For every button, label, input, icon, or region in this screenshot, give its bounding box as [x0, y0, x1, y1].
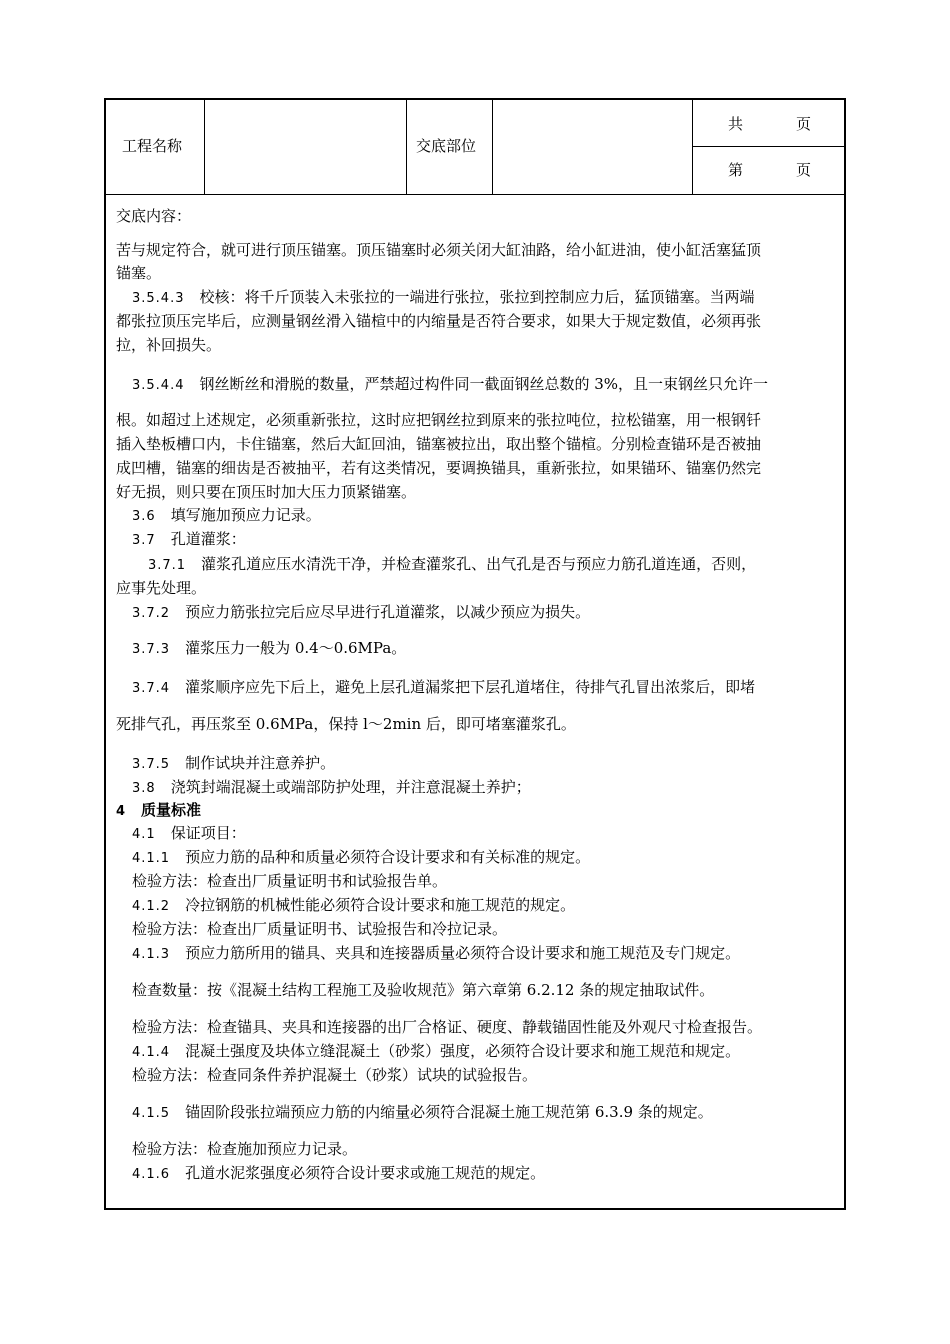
- clause-text: 浇筑封端混凝土或端部防护处理，并注意混凝土养护；: [155, 778, 531, 796]
- clause-text: 预应力筋张拉完后应尽早进行孔道灌浆，以减少预应为损失。: [170, 603, 591, 621]
- clause-number: 4.1: [132, 827, 156, 842]
- clause-text: 都张拉顶压完毕后，应测量钢丝滑入锚楦中的内缩量是否符合要求，如果大于规定数值，必须再张: [116, 312, 762, 330]
- content-line: [132, 505, 321, 527]
- clause-number: 4.1.2: [132, 899, 171, 914]
- content-line: [116, 458, 761, 478]
- disclosure-sheet: [104, 98, 846, 1210]
- clause-text: 成凹槽，锚塞的细齿是否被抽平，若有这类情况，要调换锚具，重新张拉，如果锚环、锚塞仍然完: [116, 459, 762, 477]
- clause-text: 锚固阶段张拉端预应力筋的内缩量必须符合混凝土施工规范第 6.3.9 条的规定。: [170, 1103, 713, 1121]
- content-line: [132, 1163, 545, 1185]
- content-line: [116, 311, 761, 331]
- section-number: 4: [116, 804, 127, 819]
- clause-text: 混凝土强度及块体立缝混凝土（砂浆）强度，必须符合设计要求和施工规范和规定。: [170, 1042, 741, 1060]
- clause-text: 检验方法：检查同条件养护混凝土（砂浆）试块的试验报告。: [132, 1066, 538, 1084]
- clause-text: 根。如超过上述规定，必须重新张拉，这时应把钢丝拉到原来的张拉吨位，拉松锚塞，用一根钢钎: [116, 411, 762, 429]
- clause-number: 3.7.5: [132, 757, 171, 772]
- header-divider: [692, 146, 844, 147]
- clause-number: 3.7.4: [132, 681, 171, 696]
- content-line: [132, 529, 246, 551]
- content-line: [132, 753, 335, 775]
- header-divider: [492, 100, 493, 194]
- clause-text: 钢丝断丝和滑脱的数量，严禁超过构件同一截面钢丝总数的 3%，且一束钢丝只允许一: [184, 375, 769, 393]
- content-line: [132, 847, 590, 869]
- clause-number: 3.6: [132, 509, 156, 524]
- content-line: [132, 638, 406, 660]
- content-line: [132, 980, 714, 1000]
- content-line: [116, 482, 416, 502]
- clause-text: 检验方法：检查出厂质量证明书、试验报告和冷拉记录。: [132, 920, 508, 938]
- clause-text: 填写施加预应力记录。: [155, 506, 321, 524]
- content-line: [132, 777, 531, 799]
- clause-number: 3.7.3: [132, 642, 171, 657]
- clause-text: 制作试块并注意养护。: [170, 754, 336, 772]
- clause-text: 孔道水泥浆强度必须符合设计要求或施工规范的规定。: [170, 1164, 546, 1182]
- content-line: [132, 823, 246, 845]
- content-line: [116, 240, 761, 260]
- content-line: [116, 578, 206, 598]
- clause-number: 3.7.1: [148, 558, 187, 573]
- content-line: [132, 943, 740, 965]
- content-line: [132, 1017, 762, 1037]
- content-line: [132, 1139, 357, 1159]
- clause-number: 4.1.4: [132, 1045, 171, 1060]
- clause-text: 死排气孔，再压浆至 0.6MPa，保持 l～2min 后，即可堵塞灌浆孔。: [116, 715, 576, 733]
- content-line: [132, 1102, 713, 1124]
- clause-text: 灌浆压力一般为 0.4～0.6MPa。: [170, 639, 407, 657]
- clause-text: 孔道灌浆：: [155, 530, 246, 548]
- clause-number: 3.7: [132, 533, 156, 548]
- clause-number: 3.8: [132, 781, 156, 796]
- clause-text: 冷拉钢筋的机械性能必须符合设计要求和施工规范的规定。: [170, 896, 576, 914]
- content-line: [132, 1041, 740, 1063]
- disclosure-location-value[interactable]: [494, 100, 690, 194]
- section-heading: [116, 800, 201, 822]
- clause-text: 检验方法：检查锚具、夹具和连接器的出厂合格证、硬度、静载锚固性能及外观尺寸检查报告。: [132, 1018, 763, 1036]
- content-label: 交底内容：: [116, 207, 192, 225]
- header-divider: [406, 100, 407, 194]
- clause-number: 4.1.6: [132, 1167, 171, 1182]
- clause-text: 灌浆顺序应先下后上，避免上层孔道漏浆把下层孔道堵住，待排气孔冒出浓浆后，即堵: [170, 678, 756, 696]
- content-line: [116, 263, 161, 283]
- content-line: [148, 554, 756, 576]
- content-line: [116, 714, 576, 734]
- content-line: [116, 434, 761, 454]
- section-title: 质量标准: [126, 801, 202, 819]
- total-page-unit: 页: [796, 115, 812, 133]
- clause-text: 插入垫板槽口内，卡住锚塞，然后大缸回油，锚塞被拉出，取出整个锚楦。分别检查锚环是否被抽: [116, 435, 762, 453]
- clause-text: 好无损，则只要在顶压时加大压力顶紧锚塞。: [116, 483, 417, 501]
- project-name-label: 工程名称: [122, 137, 183, 155]
- content-line: [116, 335, 221, 355]
- clause-text: 预应力筋的品种和质量必须符合设计要求和有关标准的规定。: [170, 848, 591, 866]
- content-line: [132, 374, 768, 396]
- clause-text: 应事先处理。: [116, 579, 207, 597]
- disclosure-location-label: 交底部位: [416, 137, 477, 155]
- clause-text: 锚塞。: [116, 264, 162, 282]
- header-table: [106, 100, 844, 195]
- content-line: [132, 919, 507, 939]
- content-line: [132, 871, 447, 891]
- project-name-value[interactable]: [206, 100, 404, 194]
- clause-number: 4.1.5: [132, 1106, 171, 1121]
- clause-text: 校核：将千斤顶装入未张拉的一端进行张拉，张拉到控制应力后，猛顶锚塞。当两端: [184, 288, 755, 306]
- clause-text: 检验方法：检查施加预应力记录。: [132, 1140, 358, 1158]
- content-line: [132, 895, 575, 917]
- clause-text: 检验方法：检查出厂质量证明书和试验报告单。: [132, 872, 448, 890]
- content-line: [132, 602, 590, 624]
- clause-number: 3.5.4.4: [132, 378, 185, 393]
- clause-number: 4.1.1: [132, 851, 171, 866]
- clause-text: 预应力筋所用的锚具、夹具和连接器质量必须符合设计要求和施工规范及专门规定。: [170, 944, 741, 962]
- clause-text: 检查数量：按《混凝土结构工程施工及验收规范》第六章第 6.2.12 条的规定抽取试件。: [132, 981, 715, 999]
- content-line: [132, 287, 755, 309]
- content-line: [116, 410, 761, 430]
- content-line: [132, 1065, 537, 1085]
- total-label: 共: [728, 115, 744, 133]
- header-divider: [204, 100, 205, 194]
- clause-text: 保证项目：: [155, 824, 246, 842]
- clause-number: 4.1.3: [132, 947, 171, 962]
- clause-number: 3.5.4.3: [132, 291, 185, 306]
- clause-text: 拉，补回损失。: [116, 336, 222, 354]
- clause-number: 3.7.2: [132, 606, 171, 621]
- header-divider: [692, 100, 693, 194]
- page-unit: 页: [796, 161, 812, 179]
- clause-text: 灌浆孔道应压水清洗干净，并检查灌浆孔、出气孔是否与预应力筋孔道连通，否则，: [186, 555, 757, 573]
- clause-text: 苦与规定符合，就可进行顶压锚塞。顶压锚塞时必须关闭大缸油路，给小缸进油，使小缸活塞猛顶: [116, 241, 762, 259]
- content-line: [132, 677, 755, 699]
- page-label: 第: [728, 161, 744, 179]
